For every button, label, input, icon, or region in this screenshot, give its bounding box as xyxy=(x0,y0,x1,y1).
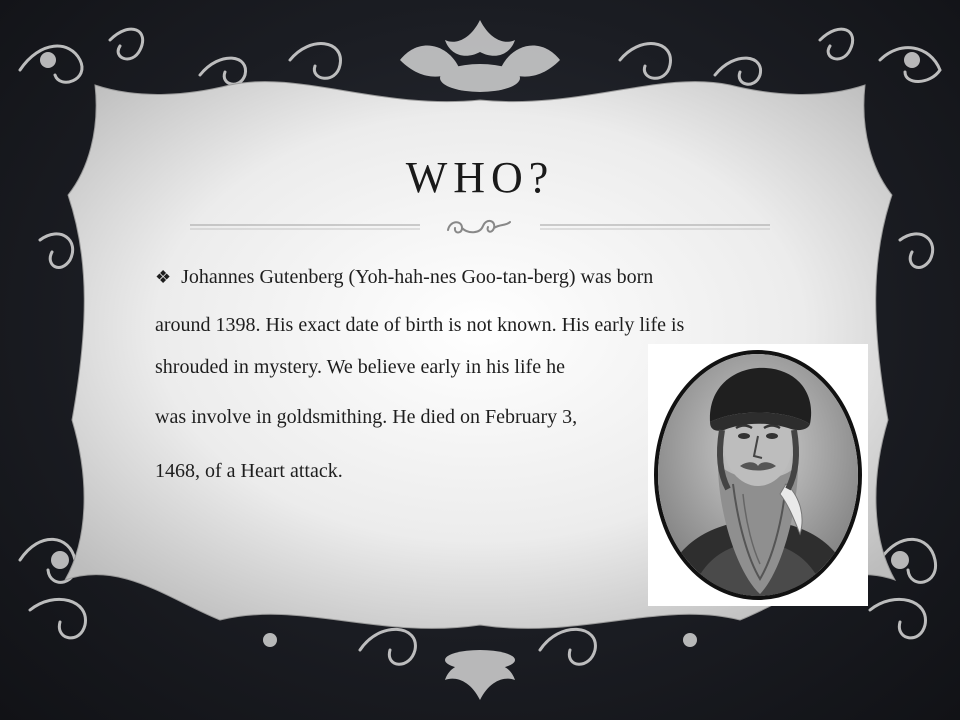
text-line-1 xyxy=(155,266,653,289)
text-line-5: 1468, of a Heart attack. xyxy=(155,460,343,482)
text-line-1-content: Johannes Gutenberg (Yoh-hah-nes Goo-tan-berg) was born xyxy=(181,266,654,288)
gutenberg-portrait-icon xyxy=(648,344,868,606)
slide-title: WHO? xyxy=(405,153,555,202)
text-line-2: around 1398. His exact date of birth is not known. His early life is xyxy=(155,314,685,336)
flourish-divider-icon xyxy=(150,212,810,242)
text-line-3: shrouded in mystery. We believe early in his life he xyxy=(155,356,565,378)
diamond-fleuron-icon: ❖ xyxy=(155,267,172,287)
portrait-image xyxy=(648,344,868,606)
text-line-4: was involve in goldsmithing. He died on February 3, xyxy=(155,406,578,428)
